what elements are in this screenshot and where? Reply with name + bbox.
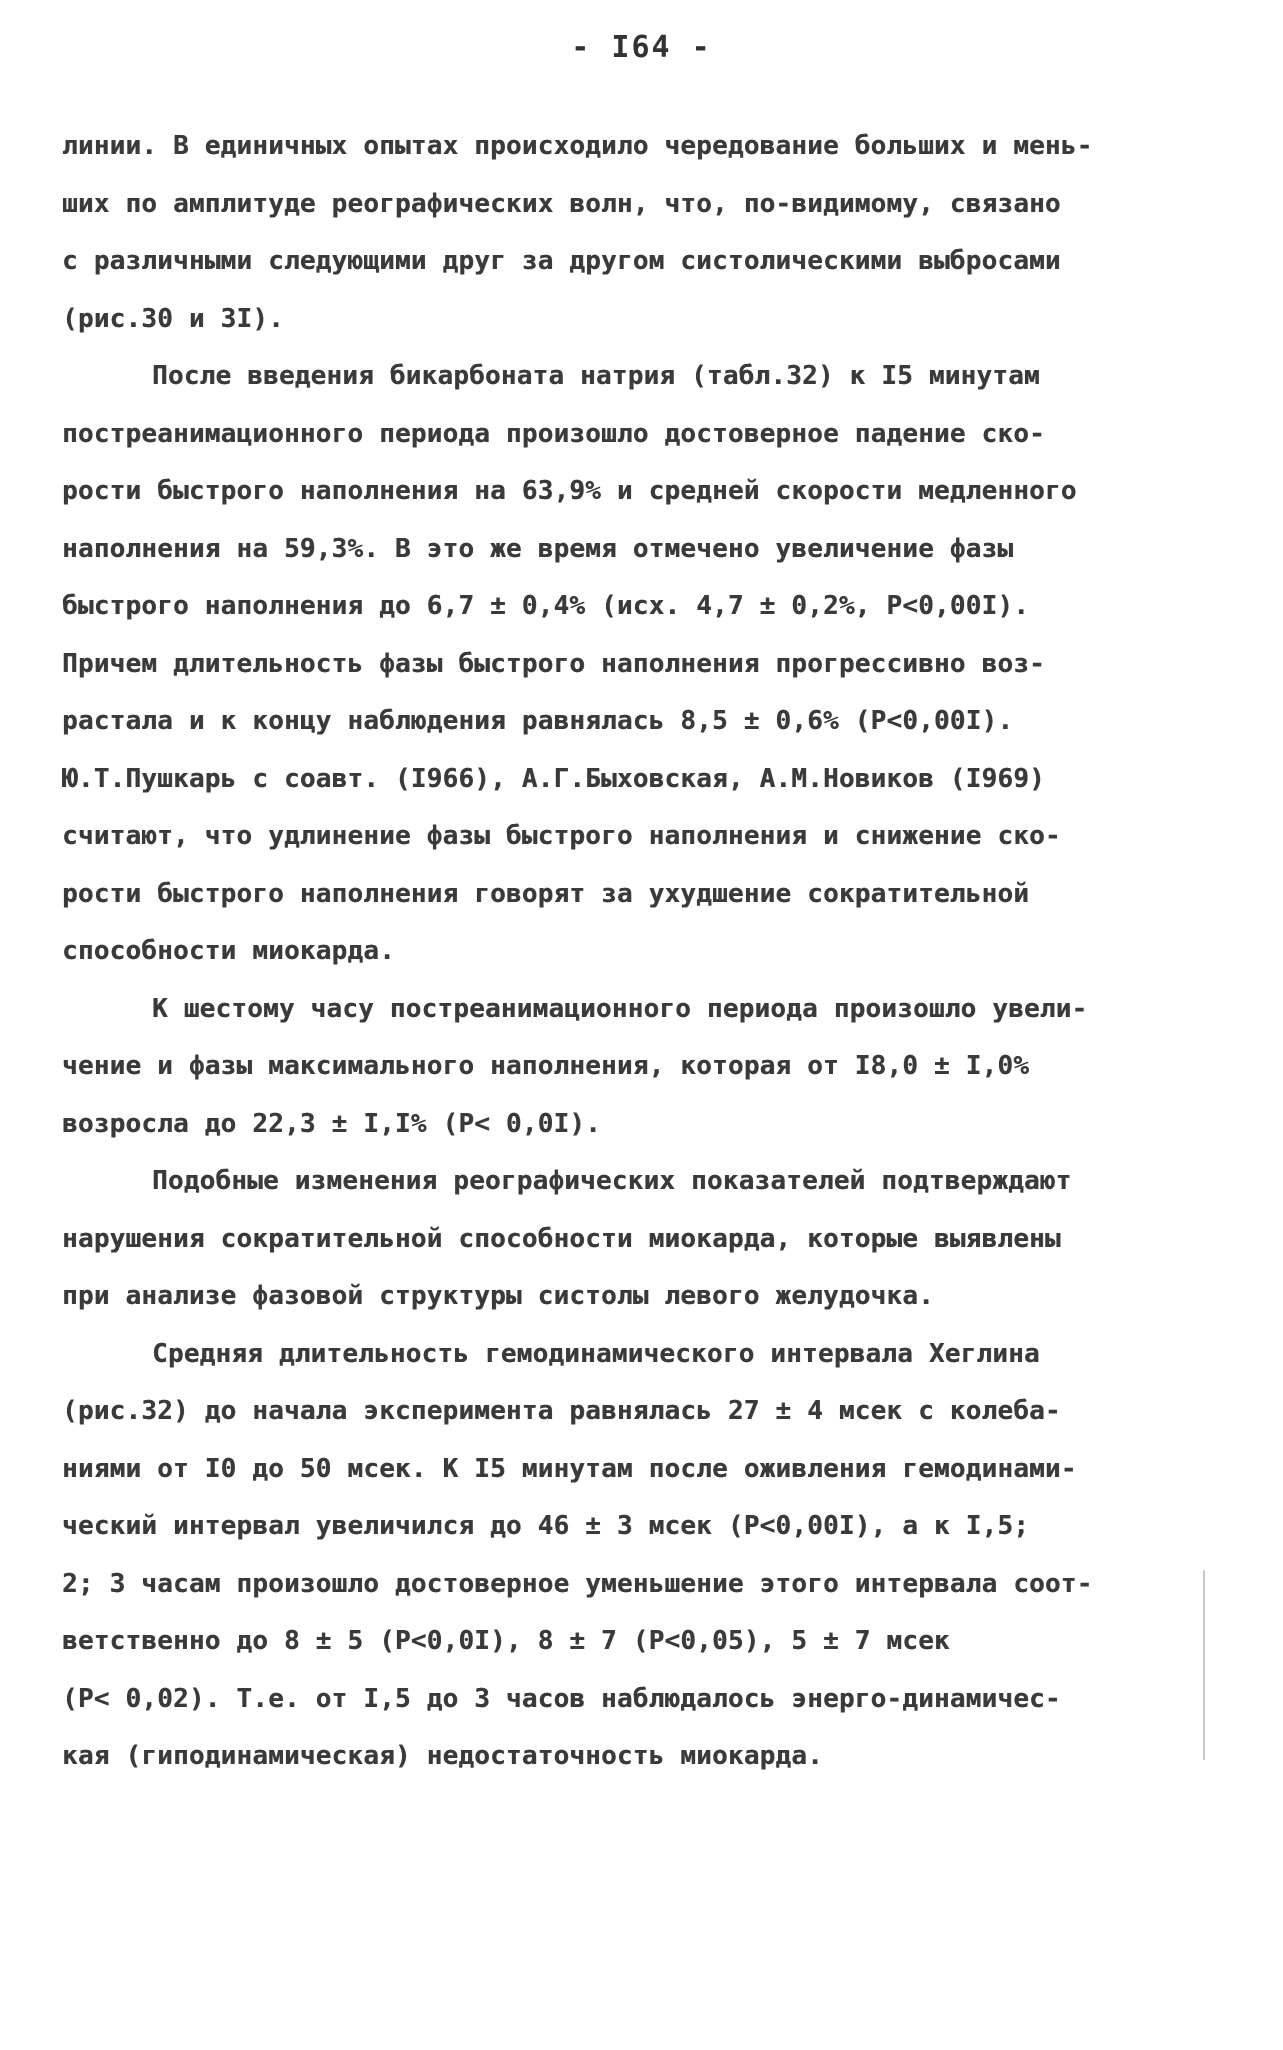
text-line: чение и фазы максимального наполнения, которая от I8,0 ± I,0%: [62, 1051, 1030, 1081]
text-line: (рис.30 и 3I).: [62, 303, 284, 334]
text-line: линии. В единичных опытах происходило чередование больших и мень-: [62, 131, 1093, 161]
text-line: ших по амплитуде реографических волн, что, по-видимому, связано: [62, 188, 1061, 219]
text-line: После введения бикарбоната натрия (табл.32) к I5 минутам: [152, 361, 1040, 391]
body-text: [62, 118, 1212, 1786]
text-line: рости быстрого наполнения говорят за ухудшение сократительной: [62, 878, 1030, 909]
text-line: считают, что удлинение фазы быстрого наполнения и снижение ско-: [62, 821, 1061, 851]
text-line: способности миокарда.: [62, 936, 395, 966]
text-line: 2; 3 часам произошло достоверное уменьшение этого интервала соот-: [62, 1568, 1093, 1599]
text-line: с различными следующими друг за другом систолическими выбросами: [62, 246, 1061, 276]
text-line: растала и к концу наблюдения равнялась 8,5 ± 0,6% (Р<0,00I).: [62, 706, 1014, 736]
text-line: постреанимационного периода произошло достоверное падение ско-: [62, 418, 1045, 449]
text-line: Средняя длительность гемодинамического интервала Хеглина: [152, 1338, 1040, 1369]
text-line: возросла до 22,3 ± I,I% (Р< 0,0I).: [62, 1108, 602, 1139]
text-line: (рис.32) до начала эксперимента равнялась 27 ± 4 мсек с колеба-: [62, 1396, 1061, 1426]
text-line: нарушения сократительной способности миокарда, которые выявлены: [62, 1223, 1061, 1254]
text-line: Причем длительность фазы быстрого наполнения прогрессивно воз-: [62, 648, 1045, 679]
text-line: быстрого наполнения до 6,7 ± 0,4% (исх. 4,7 ± 0,2%, Р<0,00I).: [62, 591, 1030, 621]
text-line: Подобные изменения реографических показателей подтверждают: [152, 1166, 1072, 1196]
text-line: наполнения на 59,3%. В это же время отмечено увеличение фазы: [62, 533, 1014, 564]
text-line: кая (гиподинамическая) недостаточность миокарда.: [62, 1741, 823, 1771]
text-line: ветственно до 8 ± 5 (Р<0,0I), 8 ± 7 (Р<0,05), 5 ± 7 мсек: [62, 1626, 950, 1656]
margin-scan-line: [1203, 1570, 1205, 1760]
text-line: К шестому часу постреанимационного периода произошло увели-: [152, 993, 1088, 1024]
page-number: - I64 -: [571, 30, 712, 65]
text-line: Ю.Т.Пушкарь с соавт. (I966), А.Г.Быховская, А.М.Новиков (I969): [62, 763, 1045, 794]
text-line: ниями от I0 до 50 мсек. К I5 минутам после оживления гемодинами-: [62, 1453, 1077, 1484]
text-line: ческий интервал увеличился до 46 ± 3 мсек (Р<0,00I), а к I,5;: [62, 1511, 1030, 1541]
text-line: при анализе фазовой структуры систолы левого желудочка.: [62, 1281, 934, 1311]
text-line: (Р< 0,02). Т.е. от I,5 до 3 часов наблюдалось энерго-динамичес-: [62, 1683, 1061, 1714]
text-line: рости быстрого наполнения на 63,9% и средней скорости медленного: [62, 476, 1077, 506]
